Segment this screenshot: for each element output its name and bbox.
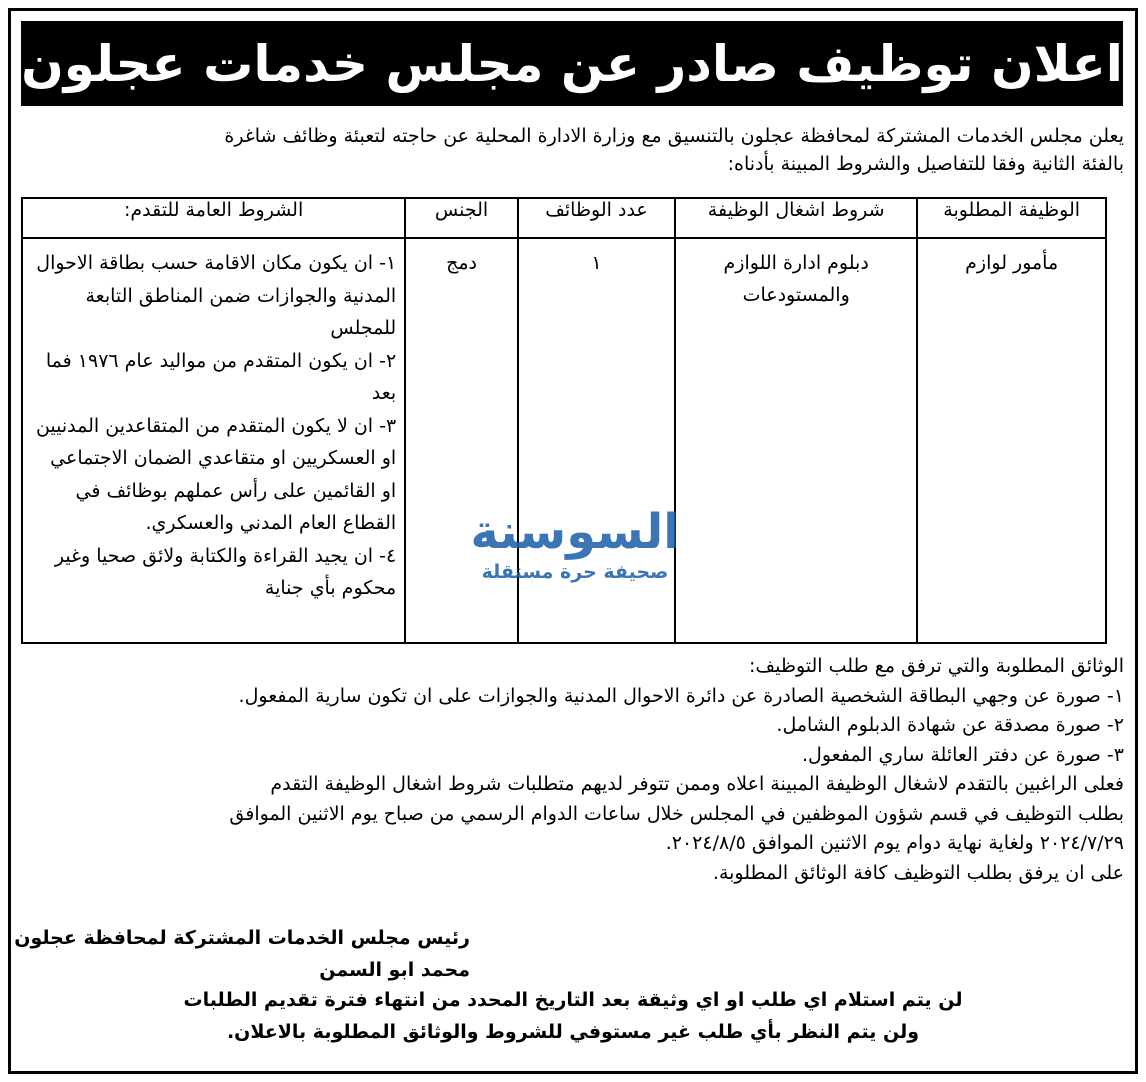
announcement-title: اعلان توظيف صادر عن مجلس خدمات عجلون xyxy=(21,21,1123,106)
job-gender: دمج xyxy=(446,252,478,274)
condition-item: ٤- ان يجيد القراءة والكتابة ولائق صحيا وغير محكوم بأي جناية xyxy=(54,544,397,599)
notice-line: لن يتم استلام اي طلب او اي وثيقة بعد التاريخ المحدد من انتهاء فترة تقديم الطلبات xyxy=(183,989,963,1011)
signature-name: محمد ابو السمن xyxy=(319,959,470,981)
document-item: ٣- صورة عن دفتر العائلة ساري المفعول. xyxy=(802,743,1124,766)
header-count: عدد الوظائف xyxy=(518,198,675,238)
header-gender: الجنس xyxy=(405,198,518,238)
condition-item: ٢- ان يكون المتقدم من مواليد عام ١٩٧٦ فما بعد xyxy=(45,349,397,404)
job-requirement: دبلوم ادارة اللوازم والمستودعات xyxy=(723,252,869,306)
header-requirement: شروط اشغال الوظيفة xyxy=(675,198,917,238)
notice-line: ولن يتم النظر بأي طلب غير مستوفي للشروط والوثائق المطلوبة بالاعلان. xyxy=(226,1021,920,1043)
signature-title: رئيس مجلس الخدمات المشتركة لمحافظة عجلون xyxy=(14,927,470,949)
application-paragraph-line: ٢٠٢٤/٧/٢٩ ولغاية نهاية دوام يوم الاثنين الموافق ٢٠٢٤/٨/٥. xyxy=(665,832,1124,854)
document-item: ١- صورة عن وجهي البطاقة الشخصية الصادرة عن دائرة الاحوال المدنية والجوازات على ان تكون سارية المفعول. xyxy=(238,684,1124,707)
cell-requirement xyxy=(675,238,917,643)
application-paragraph-line: فعلى الراغبين بالتقدم لاشغال الوظيفة المبينة اعلاه وممن تتوفر لديهم متطلبات شروط اشغال الوظيفة التقدم xyxy=(270,773,1124,795)
table-header-row xyxy=(22,198,1106,238)
documents-section xyxy=(24,652,1124,888)
cell-job xyxy=(917,238,1106,643)
closing-line: على ان يرفق بطلب التوظيف كافة الوثائق المطلوبة. xyxy=(712,861,1124,884)
svg-text:صحيفة حرة مستقلة: صحيفة حرة مستقلة xyxy=(481,561,669,583)
application-paragraph-line: بطلب التوظيف في قسم شؤون الموظفين في المجلس خلال ساعات الدوام الرسمي من صباح يوم الاثنين الموافق xyxy=(229,802,1124,825)
job-count: ١ xyxy=(591,252,602,274)
documents-heading: الوثائق المطلوبة والتي ترفق مع طلب التوظيف: xyxy=(749,655,1124,677)
intro-paragraph xyxy=(24,122,1124,178)
job-title: مأمور لوازم xyxy=(965,252,1059,274)
watermark-logo xyxy=(470,490,680,590)
header-job: الوظيفة المطلوبة xyxy=(917,198,1106,238)
intro-line: يعلن مجلس الخدمات المشتركة لمحافظة عجلون بالتنسيق مع وزارة الادارة المحلية عن حاجته لتعبئة وظائف شاغرة xyxy=(224,125,1124,147)
document-item: ٢- صورة مصدقة عن شهادة الدبلوم الشامل. xyxy=(776,714,1124,736)
header-conditions: الشروط العامة للتقدم: xyxy=(22,198,405,238)
cell-conditions xyxy=(22,238,405,643)
condition-item: ١- ان يكون مكان الاقامة حسب بطاقة الاحوال المدنية والجوازات ضمن المناطق التابعة للمجلس xyxy=(36,252,397,339)
final-notice xyxy=(0,984,1146,1048)
svg-text:السوسنة: السوسنة xyxy=(470,504,680,560)
signature-block xyxy=(14,922,470,986)
condition-item: ٣- ان لا يكون المتقدم من المتقاعدين المدنيين او العسكريين او متقاعدي الضمان الاجتماعي او القائمين على رأس عملهم بوظائف في القطاع العام المدني والعسكري. xyxy=(35,414,397,534)
intro-line: بالفئة الثانية وفقا للتفاصيل والشروط المبينة بأدناه: xyxy=(727,153,1124,175)
